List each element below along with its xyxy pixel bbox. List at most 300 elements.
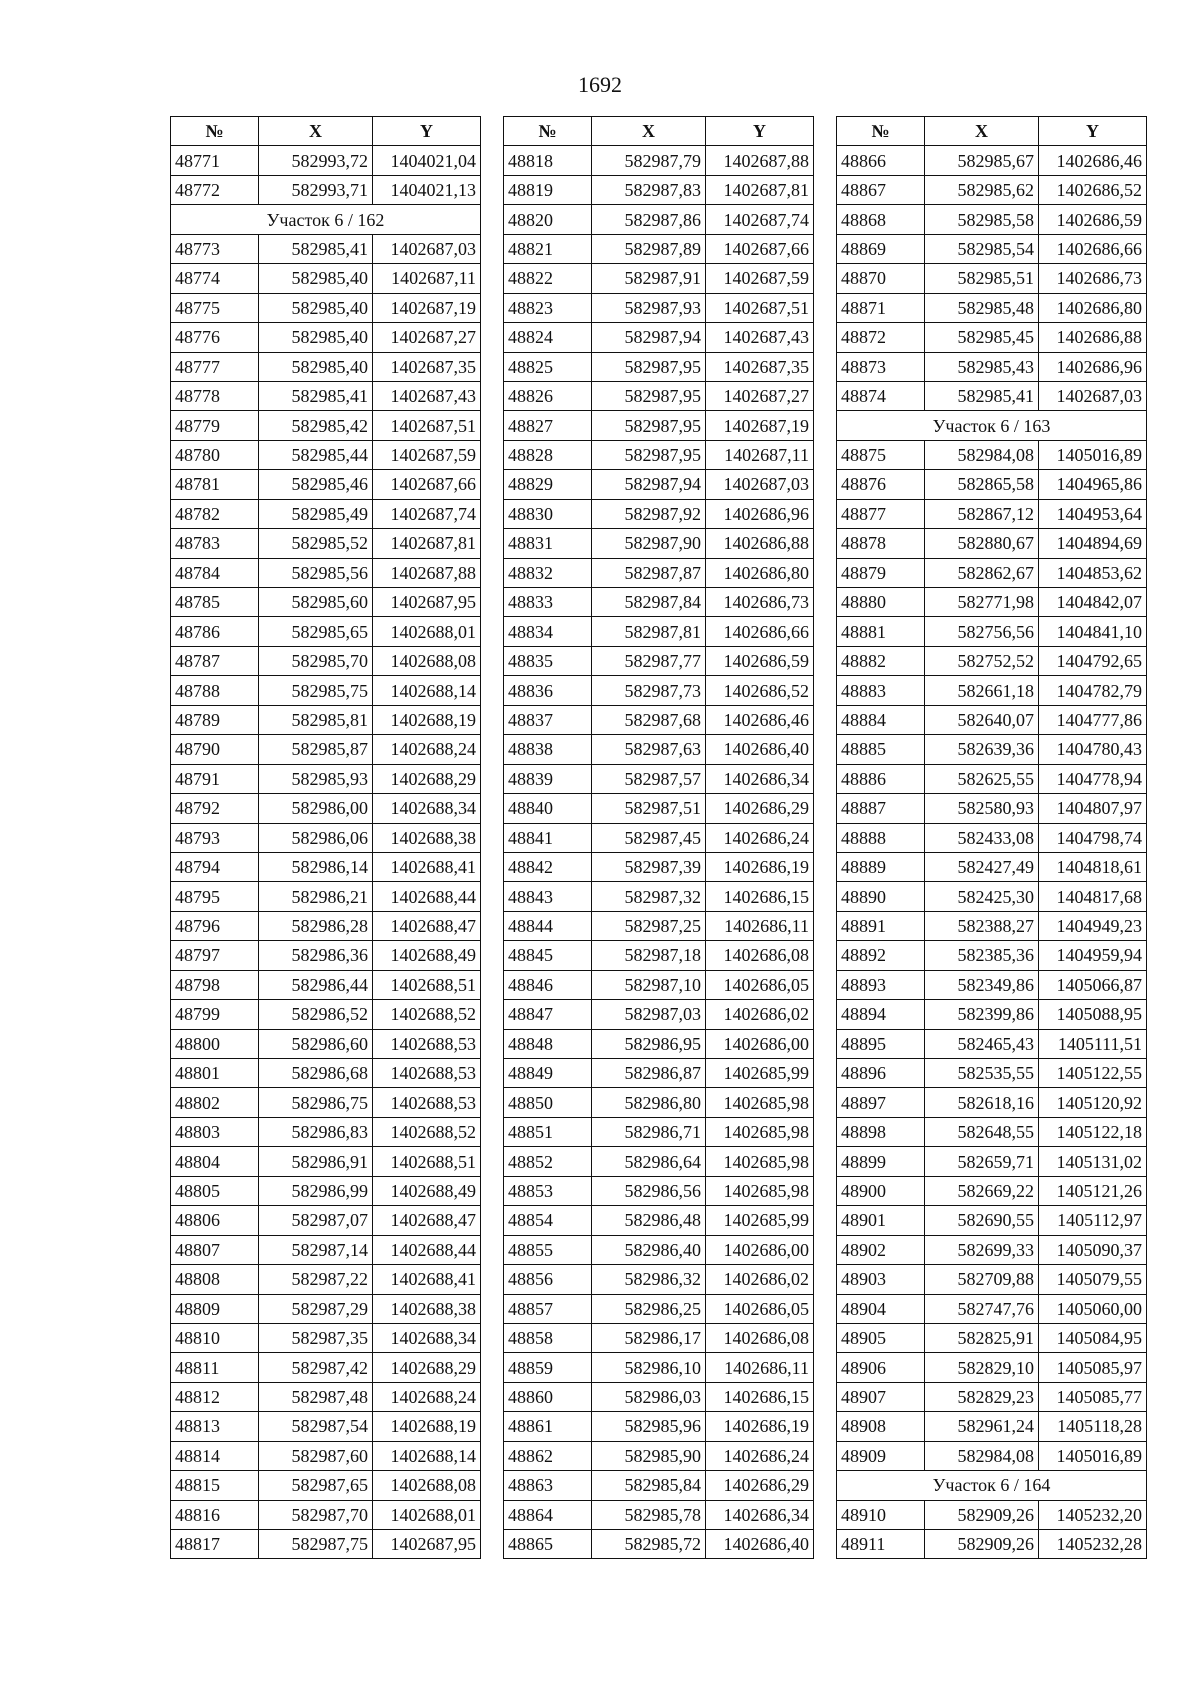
- y-coordinate: 1402688,34: [373, 1323, 481, 1352]
- y-coordinate: 1404021,04: [373, 146, 481, 175]
- table-row: [504, 882, 814, 911]
- x-coordinate: 582987,45: [592, 823, 706, 852]
- y-coordinate: 1405066,87: [1039, 970, 1147, 999]
- point-number: 48881: [837, 617, 925, 646]
- table-row: [837, 1412, 1147, 1441]
- y-coordinate: 1402686,02: [706, 1265, 814, 1294]
- table-row: [171, 323, 481, 352]
- table-row: [837, 1235, 1147, 1264]
- y-coordinate: 1402688,01: [373, 617, 481, 646]
- point-number: 48833: [504, 588, 592, 617]
- x-coordinate: 582986,68: [259, 1059, 373, 1088]
- point-number: 48845: [504, 941, 592, 970]
- table-row: [504, 1235, 814, 1264]
- table-row: [171, 1323, 481, 1352]
- point-number: 48905: [837, 1323, 925, 1352]
- point-number: 48798: [171, 970, 259, 999]
- y-coordinate: 1402688,41: [373, 852, 481, 881]
- x-coordinate: 582699,33: [925, 1235, 1039, 1264]
- point-number: 48822: [504, 264, 592, 293]
- y-coordinate: 1405121,26: [1039, 1176, 1147, 1205]
- table-row: [837, 499, 1147, 528]
- point-number: 48789: [171, 705, 259, 734]
- table-row: [171, 1176, 481, 1205]
- table-row: [171, 764, 481, 793]
- point-number: 48771: [171, 146, 259, 175]
- y-coordinate: 1402688,53: [373, 1029, 481, 1058]
- point-number: 48870: [837, 264, 925, 293]
- point-number: 48908: [837, 1412, 925, 1441]
- y-coordinate: 1402686,88: [706, 529, 814, 558]
- table-row: [504, 352, 814, 381]
- x-coordinate: 582987,65: [259, 1471, 373, 1500]
- table-row: [504, 1441, 814, 1470]
- section-title: Участок 6 / 163: [837, 411, 1147, 440]
- x-coordinate: 582987,10: [592, 970, 706, 999]
- table-row: [504, 440, 814, 469]
- y-coordinate: 1402688,41: [373, 1265, 481, 1294]
- y-coordinate: 1402688,53: [373, 1088, 481, 1117]
- point-number: 48790: [171, 735, 259, 764]
- y-coordinate: 1402685,99: [706, 1059, 814, 1088]
- point-number: 48804: [171, 1147, 259, 1176]
- header-x: X: [925, 117, 1039, 146]
- table-row: [504, 1412, 814, 1441]
- y-coordinate: 1402686,24: [706, 823, 814, 852]
- table-row: [837, 1088, 1147, 1117]
- coordinate-table-1: [170, 116, 481, 1559]
- x-coordinate: 582425,30: [925, 882, 1039, 911]
- point-number: 48796: [171, 911, 259, 940]
- section-row: [837, 1471, 1147, 1500]
- table-row: [171, 588, 481, 617]
- point-number: 48906: [837, 1353, 925, 1382]
- point-number: 48853: [504, 1176, 592, 1205]
- table-row: [171, 1412, 481, 1441]
- y-coordinate: 1402688,29: [373, 764, 481, 793]
- x-coordinate: 582986,80: [592, 1088, 706, 1117]
- y-coordinate: 1402687,19: [373, 293, 481, 322]
- table-row: [504, 381, 814, 410]
- table-row: [837, 1265, 1147, 1294]
- x-coordinate: 582987,86: [592, 205, 706, 234]
- point-number: 48885: [837, 735, 925, 764]
- y-coordinate: 1402686,46: [706, 705, 814, 734]
- table-row: [504, 1147, 814, 1176]
- y-coordinate: 1404841,10: [1039, 617, 1147, 646]
- y-coordinate: 1405232,20: [1039, 1500, 1147, 1529]
- point-number: 48773: [171, 234, 259, 263]
- table-row: [171, 1294, 481, 1323]
- y-coordinate: 1402688,01: [373, 1500, 481, 1529]
- table-row: [171, 735, 481, 764]
- point-number: 48784: [171, 558, 259, 587]
- table-row: [837, 1000, 1147, 1029]
- point-number: 48896: [837, 1059, 925, 1088]
- table-row: [837, 1530, 1147, 1559]
- point-number: 48815: [171, 1471, 259, 1500]
- table-row: [504, 1353, 814, 1382]
- point-number: 48884: [837, 705, 925, 734]
- y-coordinate: 1402686,66: [1039, 234, 1147, 263]
- coordinate-table-3: [836, 116, 1147, 1559]
- y-coordinate: 1404953,64: [1039, 499, 1147, 528]
- table-row: [504, 1265, 814, 1294]
- point-number: 48886: [837, 764, 925, 793]
- y-coordinate: 1402687,95: [373, 1530, 481, 1559]
- x-coordinate: 582985,93: [259, 764, 373, 793]
- table-row: [171, 1382, 481, 1411]
- y-coordinate: 1405122,55: [1039, 1059, 1147, 1088]
- y-coordinate: 1402686,46: [1039, 146, 1147, 175]
- table-row: [837, 470, 1147, 499]
- y-coordinate: 1402686,15: [706, 1382, 814, 1411]
- x-coordinate: 582661,18: [925, 676, 1039, 705]
- x-coordinate: 582880,67: [925, 529, 1039, 558]
- table-row: [837, 205, 1147, 234]
- table-row: [171, 911, 481, 940]
- point-number: 48862: [504, 1441, 592, 1470]
- y-coordinate: 1405111,51: [1039, 1029, 1147, 1058]
- y-coordinate: 1402687,66: [706, 234, 814, 263]
- x-coordinate: 582985,84: [592, 1471, 706, 1500]
- table-row: [504, 470, 814, 499]
- table-row: [837, 1117, 1147, 1146]
- y-coordinate: 1402686,80: [706, 558, 814, 587]
- point-number: 48807: [171, 1235, 259, 1264]
- y-coordinate: 1402687,27: [706, 381, 814, 410]
- x-coordinate: 582986,32: [592, 1265, 706, 1294]
- table-row: [504, 588, 814, 617]
- point-number: 48795: [171, 882, 259, 911]
- x-coordinate: 582987,14: [259, 1235, 373, 1264]
- y-coordinate: 1402686,11: [706, 911, 814, 940]
- x-coordinate: 582862,67: [925, 558, 1039, 587]
- table-row: [171, 1235, 481, 1264]
- x-coordinate: 582465,43: [925, 1029, 1039, 1058]
- header-number: №: [171, 117, 259, 146]
- y-coordinate: 1402687,74: [373, 499, 481, 528]
- table-row: [837, 588, 1147, 617]
- point-number: 48880: [837, 588, 925, 617]
- y-coordinate: 1402687,88: [373, 558, 481, 587]
- point-number: 48779: [171, 411, 259, 440]
- table-row: [504, 911, 814, 940]
- point-number: 48898: [837, 1117, 925, 1146]
- table-row: [171, 1353, 481, 1382]
- point-number: 48828: [504, 440, 592, 469]
- point-number: 48797: [171, 941, 259, 970]
- x-coordinate: 582987,07: [259, 1206, 373, 1235]
- x-coordinate: 582986,71: [592, 1117, 706, 1146]
- table-row: [171, 146, 481, 175]
- y-coordinate: 1402688,19: [373, 1412, 481, 1441]
- x-coordinate: 582985,81: [259, 705, 373, 734]
- y-coordinate: 1405118,28: [1039, 1412, 1147, 1441]
- table-row: [837, 882, 1147, 911]
- y-coordinate: 1402686,15: [706, 882, 814, 911]
- y-coordinate: 1405085,97: [1039, 1353, 1147, 1382]
- y-coordinate: 1404959,94: [1039, 941, 1147, 970]
- point-number: 48848: [504, 1029, 592, 1058]
- point-number: 48808: [171, 1265, 259, 1294]
- table-row: [504, 1029, 814, 1058]
- x-coordinate: 582986,25: [592, 1294, 706, 1323]
- y-coordinate: 1402686,11: [706, 1353, 814, 1382]
- point-number: 48812: [171, 1382, 259, 1411]
- y-coordinate: 1404021,13: [373, 175, 481, 204]
- y-coordinate: 1404792,65: [1039, 646, 1147, 675]
- point-number: 48823: [504, 293, 592, 322]
- x-coordinate: 582986,87: [592, 1059, 706, 1088]
- point-number: 48826: [504, 381, 592, 410]
- header-y: Y: [373, 117, 481, 146]
- y-coordinate: 1402688,08: [373, 646, 481, 675]
- x-coordinate: 582987,95: [592, 352, 706, 381]
- point-number: 48821: [504, 234, 592, 263]
- y-coordinate: 1405232,28: [1039, 1530, 1147, 1559]
- x-coordinate: 582987,51: [592, 794, 706, 823]
- point-number: 48888: [837, 823, 925, 852]
- y-coordinate: 1405088,95: [1039, 1000, 1147, 1029]
- table-row: [504, 705, 814, 734]
- x-coordinate: 582771,98: [925, 588, 1039, 617]
- table-row: [837, 558, 1147, 587]
- x-coordinate: 582625,55: [925, 764, 1039, 793]
- y-coordinate: 1402687,95: [373, 588, 481, 617]
- x-coordinate: 582985,56: [259, 558, 373, 587]
- y-coordinate: 1402686,02: [706, 1000, 814, 1029]
- point-number: 48849: [504, 1059, 592, 1088]
- point-number: 48819: [504, 175, 592, 204]
- point-number: 48864: [504, 1500, 592, 1529]
- point-number: 48876: [837, 470, 925, 499]
- y-coordinate: 1402686,19: [706, 1412, 814, 1441]
- x-coordinate: 582987,32: [592, 882, 706, 911]
- x-coordinate: 582669,22: [925, 1176, 1039, 1205]
- point-number: 48869: [837, 234, 925, 263]
- y-coordinate: 1402688,38: [373, 823, 481, 852]
- point-number: 48813: [171, 1412, 259, 1441]
- table-row: [837, 1206, 1147, 1235]
- table-row: [504, 175, 814, 204]
- point-number: 48850: [504, 1088, 592, 1117]
- x-coordinate: 582987,87: [592, 558, 706, 587]
- point-number: 48783: [171, 529, 259, 558]
- point-number: 48889: [837, 852, 925, 881]
- y-coordinate: 1402686,29: [706, 1471, 814, 1500]
- header-number: №: [837, 117, 925, 146]
- x-coordinate: 582985,87: [259, 735, 373, 764]
- point-number: 48842: [504, 852, 592, 881]
- point-number: 48877: [837, 499, 925, 528]
- point-number: 48830: [504, 499, 592, 528]
- x-coordinate: 582986,48: [592, 1206, 706, 1235]
- table-row: [171, 234, 481, 263]
- table-row: [171, 1088, 481, 1117]
- x-coordinate: 582985,40: [259, 352, 373, 381]
- x-coordinate: 582986,91: [259, 1147, 373, 1176]
- point-number: 48834: [504, 617, 592, 646]
- x-coordinate: 582987,90: [592, 529, 706, 558]
- point-number: 48836: [504, 676, 592, 705]
- x-coordinate: 582865,58: [925, 470, 1039, 499]
- table-row: [171, 558, 481, 587]
- table-row: [837, 1029, 1147, 1058]
- x-coordinate: 582985,75: [259, 676, 373, 705]
- table-row: [504, 970, 814, 999]
- table-row: [837, 852, 1147, 881]
- table-row: [171, 1206, 481, 1235]
- point-number: 48774: [171, 264, 259, 293]
- table-row: [837, 764, 1147, 793]
- y-coordinate: 1402688,53: [373, 1059, 481, 1088]
- point-number: 48852: [504, 1147, 592, 1176]
- table-row: [837, 529, 1147, 558]
- table-row: [171, 1500, 481, 1529]
- point-number: 48776: [171, 323, 259, 352]
- y-coordinate: 1402686,08: [706, 1323, 814, 1352]
- point-number: 48817: [171, 1530, 259, 1559]
- point-number: 48878: [837, 529, 925, 558]
- table-row: [837, 911, 1147, 940]
- point-number: 48818: [504, 146, 592, 175]
- table-row: [837, 175, 1147, 204]
- x-coordinate: 582984,08: [925, 440, 1039, 469]
- y-coordinate: 1402688,19: [373, 705, 481, 734]
- point-number: 48867: [837, 175, 925, 204]
- x-coordinate: 582985,40: [259, 293, 373, 322]
- table-row: [171, 1441, 481, 1470]
- y-coordinate: 1402686,52: [706, 676, 814, 705]
- x-coordinate: 582985,96: [592, 1412, 706, 1441]
- y-coordinate: 1404778,94: [1039, 764, 1147, 793]
- x-coordinate: 582985,41: [259, 381, 373, 410]
- x-coordinate: 582987,92: [592, 499, 706, 528]
- y-coordinate: 1402687,35: [706, 352, 814, 381]
- x-coordinate: 582986,83: [259, 1117, 373, 1146]
- y-coordinate: 1402686,05: [706, 1294, 814, 1323]
- point-number: 48860: [504, 1382, 592, 1411]
- x-coordinate: 582987,39: [592, 852, 706, 881]
- point-number: 48887: [837, 794, 925, 823]
- table-row: [504, 146, 814, 175]
- x-coordinate: 582987,91: [592, 264, 706, 293]
- point-number: 48806: [171, 1206, 259, 1235]
- x-coordinate: 582987,83: [592, 175, 706, 204]
- y-coordinate: 1402686,08: [706, 941, 814, 970]
- y-coordinate: 1404842,07: [1039, 588, 1147, 617]
- point-number: 48777: [171, 352, 259, 381]
- point-number: 48786: [171, 617, 259, 646]
- table-row: [504, 1294, 814, 1323]
- table-row: [171, 499, 481, 528]
- x-coordinate: 582987,35: [259, 1323, 373, 1352]
- point-number: 48838: [504, 735, 592, 764]
- header-y: Y: [1039, 117, 1147, 146]
- point-number: 48772: [171, 175, 259, 204]
- y-coordinate: 1402687,66: [373, 470, 481, 499]
- point-number: 48868: [837, 205, 925, 234]
- table-row: [504, 234, 814, 263]
- x-coordinate: 582986,03: [592, 1382, 706, 1411]
- table-row: [171, 1265, 481, 1294]
- x-coordinate: 582986,95: [592, 1029, 706, 1058]
- x-coordinate: 582639,36: [925, 735, 1039, 764]
- y-coordinate: 1405060,00: [1039, 1294, 1147, 1323]
- table-row: [837, 794, 1147, 823]
- table-row: [504, 1176, 814, 1205]
- point-number: 48910: [837, 1500, 925, 1529]
- x-coordinate: 582986,44: [259, 970, 373, 999]
- x-coordinate: 582985,60: [259, 588, 373, 617]
- y-coordinate: 1402686,96: [1039, 352, 1147, 381]
- x-coordinate: 582985,90: [592, 1441, 706, 1470]
- point-number: 48782: [171, 499, 259, 528]
- point-number: 48894: [837, 1000, 925, 1029]
- x-coordinate: 582690,55: [925, 1206, 1039, 1235]
- coordinate-table-2: [503, 116, 814, 1559]
- y-coordinate: 1402688,08: [373, 1471, 481, 1500]
- x-coordinate: 582987,18: [592, 941, 706, 970]
- x-coordinate: 582985,42: [259, 411, 373, 440]
- x-coordinate: 582648,55: [925, 1117, 1039, 1146]
- x-coordinate: 582986,28: [259, 911, 373, 940]
- point-number: 48837: [504, 705, 592, 734]
- y-coordinate: 1402688,51: [373, 1147, 481, 1176]
- point-number: 48866: [837, 146, 925, 175]
- y-coordinate: 1402686,73: [1039, 264, 1147, 293]
- point-number: 48899: [837, 1147, 925, 1176]
- table-row: [837, 1382, 1147, 1411]
- table-row: [171, 1147, 481, 1176]
- y-coordinate: 1405120,92: [1039, 1088, 1147, 1117]
- section-row: [837, 411, 1147, 440]
- table-row: [504, 529, 814, 558]
- table-row: [837, 1441, 1147, 1470]
- table-row: [504, 1500, 814, 1529]
- y-coordinate: 1402686,88: [1039, 323, 1147, 352]
- y-coordinate: 1404817,68: [1039, 882, 1147, 911]
- table-row: [504, 1206, 814, 1235]
- y-coordinate: 1402687,11: [706, 440, 814, 469]
- y-coordinate: 1405085,77: [1039, 1382, 1147, 1411]
- x-coordinate: 582985,65: [259, 617, 373, 646]
- table-row: [837, 735, 1147, 764]
- point-number: 48825: [504, 352, 592, 381]
- y-coordinate: 1402686,96: [706, 499, 814, 528]
- x-coordinate: 582986,40: [592, 1235, 706, 1264]
- x-coordinate: 582987,79: [592, 146, 706, 175]
- table-row: [837, 617, 1147, 646]
- table-row: [837, 381, 1147, 410]
- point-number: 48903: [837, 1265, 925, 1294]
- x-coordinate: 582985,78: [592, 1500, 706, 1529]
- x-coordinate: 582986,64: [592, 1147, 706, 1176]
- y-coordinate: 1402687,74: [706, 205, 814, 234]
- table-row: [504, 941, 814, 970]
- y-coordinate: 1404853,62: [1039, 558, 1147, 587]
- table-row: [171, 264, 481, 293]
- table-row: [171, 1117, 481, 1146]
- y-coordinate: 1402688,49: [373, 941, 481, 970]
- point-number: 48907: [837, 1382, 925, 1411]
- x-coordinate: 582987,57: [592, 764, 706, 793]
- table-row: [171, 646, 481, 675]
- table-row: [171, 529, 481, 558]
- y-coordinate: 1402688,14: [373, 1441, 481, 1470]
- point-number: 48835: [504, 646, 592, 675]
